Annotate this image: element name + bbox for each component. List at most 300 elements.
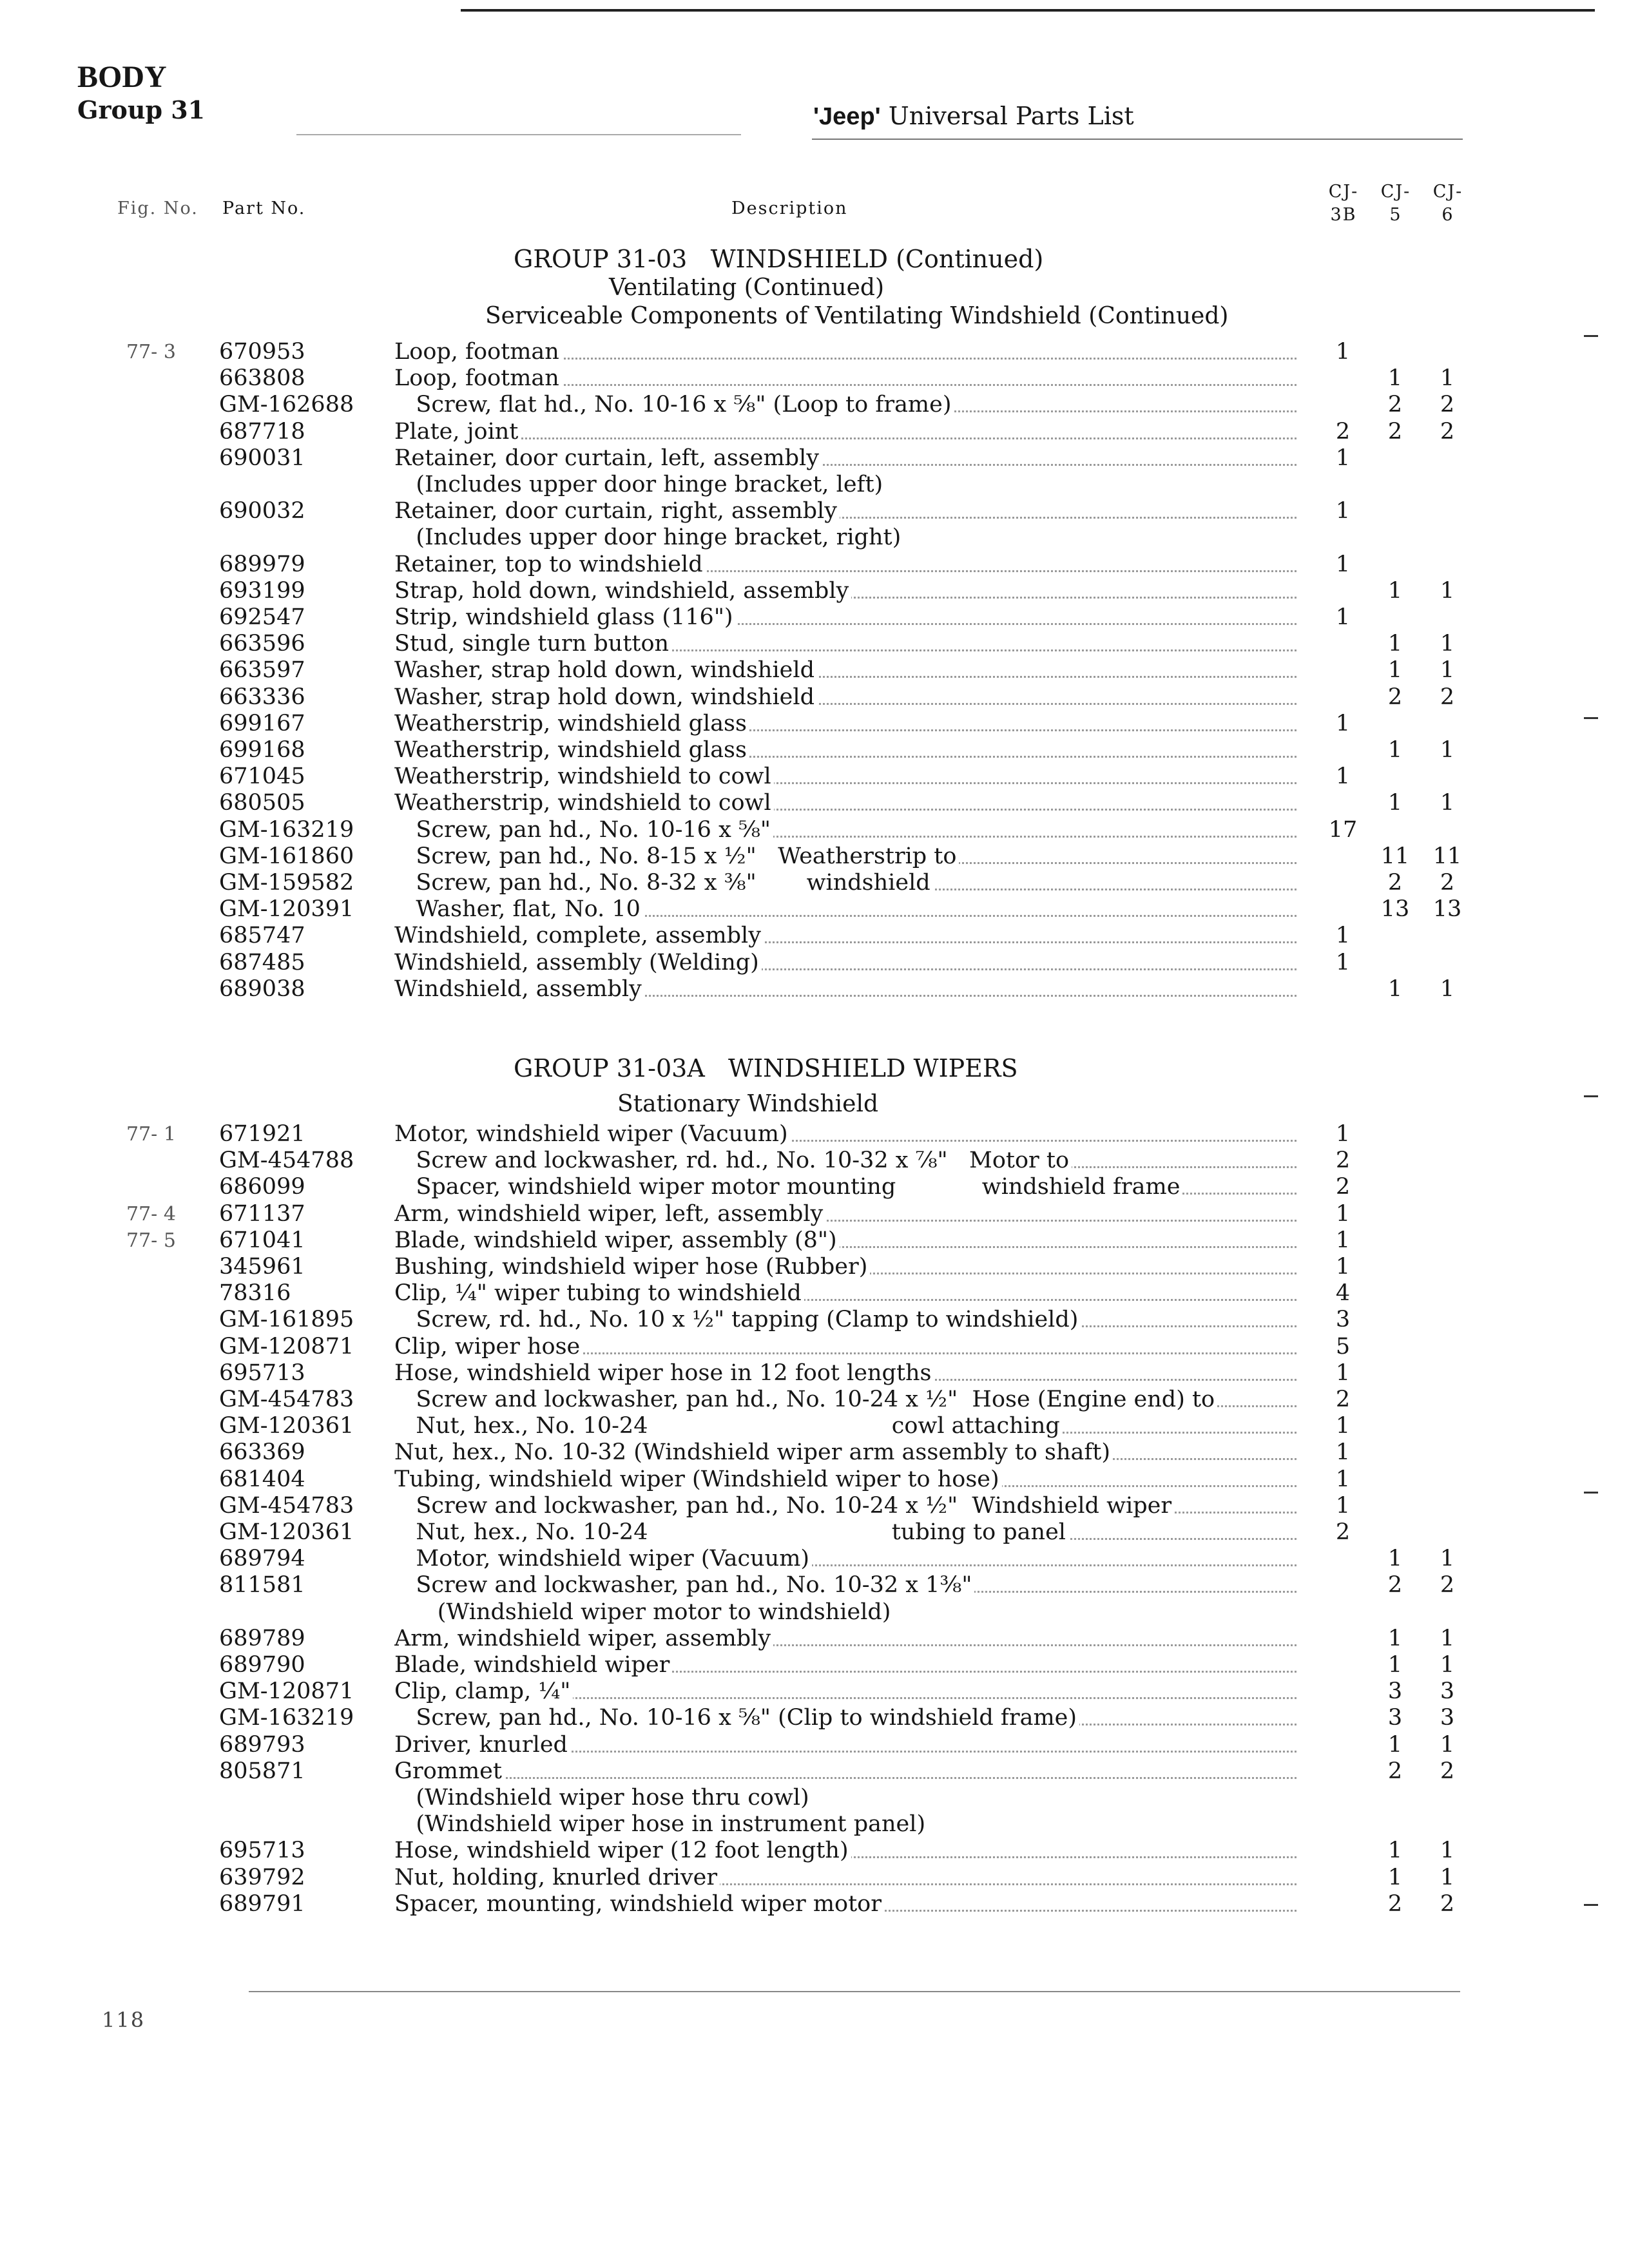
qty-cj5: 1 [1387, 365, 1403, 392]
table-row [0, 870, 1629, 896]
qty-cj5: 2 [1387, 1758, 1403, 1784]
part-number: 687718 [219, 418, 305, 445]
table-row [0, 604, 1629, 631]
part-number: GM-159582 [219, 870, 354, 896]
part-number: 680505 [219, 790, 305, 816]
qty-cj5: 1 [1387, 975, 1403, 1002]
part-description [394, 684, 1316, 711]
part-description-text: (Includes upper door hinge bracket, right) [394, 524, 903, 550]
section-subtitle: Ventilating (Continued) [609, 274, 884, 301]
qty-cj6: 1 [1440, 1652, 1455, 1678]
table-row [0, 711, 1629, 737]
table-row [0, 1626, 1629, 1652]
part-description-text: Nut, hex., No. 10-32 (Windshield wiper arm assembly to shaft) [394, 1439, 1113, 1465]
section-subtitle: Serviceable Components of Ventilating Windshield (Continued) [485, 303, 1229, 329]
part-number: 686099 [219, 1174, 305, 1200]
part-number: 663336 [219, 684, 305, 710]
part-description-text: Screw and lockwasher, pan hd., No. 10-24 x ½" Windshield wiper [394, 1493, 1174, 1519]
qty-cj5: 1 [1387, 1731, 1403, 1758]
qty-cj6: 13 [1432, 896, 1462, 923]
col-part-no: Part No. [222, 198, 306, 218]
part-number: 805871 [219, 1758, 305, 1784]
part-number: 689790 [219, 1652, 305, 1678]
part-number: 685747 [219, 923, 305, 949]
qty-cj3b: 2 [1335, 1519, 1351, 1545]
group-heading: Group 31 [77, 95, 206, 124]
part-description-text: Weatherstrip, windshield glass [394, 711, 749, 736]
qty-cj3b: 1 [1335, 1466, 1351, 1492]
qty-cj6: 2 [1440, 418, 1455, 445]
part-description [394, 896, 1316, 923]
qty-cj5: 1 [1387, 631, 1403, 657]
part-number: 693199 [219, 577, 305, 604]
part-description [394, 392, 1316, 418]
part-description [394, 419, 1316, 445]
qty-cj6: 2 [1440, 870, 1455, 896]
part-number: GM-161895 [219, 1307, 354, 1333]
part-description-text: Nut, hex., No. 10-24 cowl attaching [394, 1413, 1063, 1439]
page-number: 118 [102, 2008, 146, 2032]
qty-cj3b: 1 [1335, 604, 1351, 630]
table-row [0, 1705, 1629, 1731]
part-description [394, 657, 1316, 684]
part-description-text: Clip, ¼" wiper tubing to windshield [394, 1280, 804, 1306]
part-number: 671137 [219, 1200, 305, 1227]
part-description-text: Loop, footman [394, 365, 562, 391]
part-number: 670953 [219, 339, 305, 365]
qty-cj3b: 1 [1335, 1200, 1351, 1227]
part-description [394, 1626, 1316, 1652]
part-description-text: Screw, rd. hd., No. 10 x ½" tapping (Clamp to windshield) [394, 1307, 1081, 1332]
part-description [394, 604, 1316, 631]
part-description [394, 445, 1316, 472]
top-rule [461, 9, 1595, 12]
qty-cj6: 2 [1440, 1572, 1455, 1599]
table-row [0, 1387, 1629, 1413]
bottom-rule [249, 1991, 1460, 1992]
part-description-text: Motor, windshield wiper (Vacuum) [394, 1121, 791, 1147]
part-description [394, 1599, 1316, 1626]
part-description [394, 1732, 1316, 1758]
qty-cj3b: 1 [1335, 1413, 1351, 1439]
qty-cj3b: 1 [1335, 1492, 1351, 1519]
part-number: 663369 [219, 1439, 305, 1466]
part-description [394, 923, 1316, 949]
qty-cj3b: 1 [1335, 949, 1351, 975]
part-description [394, 764, 1316, 790]
part-description [394, 1227, 1316, 1254]
qty-cj5: 1 [1387, 657, 1403, 684]
part-description-text: Hose, windshield wiper hose in 12 foot lengths [394, 1360, 934, 1386]
part-description-text: Spacer, windshield wiper motor mounting windshield frame [394, 1174, 1182, 1200]
qty-cj3b: 17 [1328, 816, 1358, 843]
part-description-text: Bushing, windshield wiper hose (Rubber) [394, 1254, 870, 1280]
qty-cj5: 3 [1387, 1678, 1403, 1705]
part-number: GM-163219 [219, 1705, 354, 1731]
part-description [394, 1865, 1316, 1891]
part-description-text: Screw, pan hd., No. 10-16 x ⅝" [394, 817, 773, 843]
table-row [0, 817, 1629, 843]
part-description-text: Nut, holding, knurled driver [394, 1865, 720, 1890]
qty-cj3b: 1 [1335, 551, 1351, 577]
qty-cj6: 2 [1440, 1890, 1455, 1917]
qty-cj3b: 1 [1335, 710, 1351, 736]
section-subtitle: Stationary Windshield [617, 1091, 879, 1117]
part-description [394, 711, 1316, 737]
part-number: 690031 [219, 445, 305, 471]
table-row [0, 1493, 1629, 1519]
qty-cj3b: 1 [1335, 1439, 1351, 1466]
part-description-text: Arm, windshield wiper, assembly [394, 1626, 773, 1651]
table-row [0, 1121, 1629, 1148]
table-row [0, 737, 1629, 764]
part-description [394, 1705, 1316, 1731]
part-description-text: Motor, windshield wiper (Vacuum) [394, 1546, 812, 1571]
col-fig-no: Fig. No. [117, 198, 198, 218]
part-number: 692547 [219, 604, 305, 630]
qty-cj3b: 1 [1335, 445, 1351, 471]
part-number: 671921 [219, 1121, 305, 1147]
qty-cj5: 1 [1387, 790, 1403, 816]
part-description-text: Windshield, assembly [394, 976, 644, 1002]
part-description [394, 1891, 1316, 1917]
col-cj3b: CJ- 3B [1328, 182, 1359, 225]
part-description-text: (Windshield wiper hose thru cowl) [394, 1785, 812, 1811]
table-row [0, 1546, 1629, 1572]
part-description-text: Plate, joint [394, 419, 521, 445]
part-description [394, 472, 1316, 498]
table-row [0, 790, 1629, 816]
part-description-text: Screw, pan hd., No. 8-32 x ⅜" windshield [394, 870, 933, 896]
qty-cj3b: 1 [1335, 1254, 1351, 1280]
part-description [394, 1439, 1316, 1466]
part-description [394, 1360, 1316, 1387]
part-description-text: Screw and lockwasher, pan hd., No. 10-24 x ½" Hose (Engine end) to [394, 1387, 1217, 1412]
table-row [0, 445, 1629, 472]
table-row [0, 976, 1629, 1003]
fig-number: 77- 3 [126, 341, 176, 363]
part-number: 663596 [219, 631, 305, 657]
part-description [394, 578, 1316, 604]
part-description [394, 1201, 1316, 1227]
qty-cj3b: 1 [1335, 1227, 1351, 1253]
qty-cj5: 2 [1387, 1572, 1403, 1599]
header-rule-right [812, 139, 1463, 140]
table-row [0, 1811, 1629, 1838]
brand-name: 'Jeep' [813, 103, 881, 130]
header-rule-left [296, 134, 741, 135]
part-description [394, 737, 1316, 764]
part-description [394, 1280, 1316, 1307]
part-number: GM-120871 [219, 1333, 354, 1360]
part-description-text: Nut, hex., No. 10-24 tubing to panel [394, 1519, 1068, 1545]
part-description-text: Blade, windshield wiper, assembly (8") [394, 1227, 840, 1253]
table-row [0, 365, 1629, 392]
table-row [0, 1466, 1629, 1493]
qty-cj6: 1 [1440, 631, 1455, 657]
qty-cj3b: 1 [1335, 923, 1351, 949]
part-description [394, 552, 1316, 578]
part-description [394, 1652, 1316, 1678]
part-number: 681404 [219, 1466, 305, 1492]
qty-cj3b: 1 [1335, 1121, 1351, 1147]
qty-cj6: 1 [1440, 975, 1455, 1002]
part-number: 689038 [219, 975, 305, 1002]
table-row [0, 631, 1629, 657]
table-row [0, 1439, 1629, 1466]
part-number: 695713 [219, 1360, 305, 1386]
table-row [0, 392, 1629, 418]
qty-cj3b: 2 [1335, 418, 1351, 445]
qty-cj6: 1 [1440, 1731, 1455, 1758]
part-description-text: Washer, strap hold down, windshield [394, 684, 817, 710]
part-description-text: Clip, wiper hose [394, 1334, 583, 1360]
qty-cj6: 3 [1440, 1678, 1455, 1705]
part-description-text: Windshield, complete, assembly [394, 923, 764, 948]
part-number: 78316 [219, 1280, 291, 1307]
col-cj5: CJ- 5 [1380, 182, 1411, 225]
part-description [394, 1678, 1316, 1705]
part-description-text: (Windshield wiper motor to windshield) [394, 1599, 893, 1625]
part-number: GM-454788 [219, 1148, 354, 1174]
part-description [394, 1254, 1316, 1280]
part-description [394, 950, 1316, 976]
part-description [394, 1121, 1316, 1148]
qty-cj6: 2 [1440, 684, 1455, 710]
qty-cj3b: 1 [1335, 1360, 1351, 1386]
qty-cj6: 1 [1440, 1864, 1455, 1890]
part-number: 695713 [219, 1838, 305, 1864]
fig-number: 77- 4 [126, 1202, 176, 1225]
part-number: 699168 [219, 737, 305, 763]
qty-cj6: 1 [1440, 577, 1455, 604]
part-number: 663808 [219, 365, 305, 392]
fig-number: 77- 5 [126, 1229, 176, 1252]
qty-cj5: 3 [1387, 1705, 1403, 1731]
part-description-text: Windshield, assembly (Welding) [394, 950, 762, 975]
part-number: GM-163219 [219, 816, 354, 843]
part-description-text: Weatherstrip, windshield to cowl [394, 764, 774, 789]
part-number: 811581 [219, 1572, 305, 1599]
part-description-text: Driver, knurled [394, 1732, 570, 1758]
table-row [0, 1174, 1629, 1200]
part-description-text: Weatherstrip, windshield to cowl [394, 790, 774, 816]
part-description-text: Blade, windshield wiper [394, 1652, 672, 1678]
part-description-text: Retainer, door curtain, left, assembly [394, 445, 822, 471]
part-number: 671041 [219, 1227, 305, 1253]
qty-cj5: 1 [1387, 737, 1403, 763]
part-description-text: Tubing, windshield wiper (Windshield wiper to hose) [394, 1466, 1002, 1492]
table-row [0, 552, 1629, 578]
qty-cj5: 1 [1387, 1652, 1403, 1678]
table-row [0, 657, 1629, 684]
table-row [0, 1227, 1629, 1254]
part-description [394, 631, 1316, 657]
qty-cj6: 1 [1440, 365, 1455, 392]
qty-cj6: 1 [1440, 790, 1455, 816]
table-row [0, 1254, 1629, 1280]
qty-cj5: 2 [1387, 870, 1403, 896]
part-description-text: Screw and lockwasher, rd. hd., No. 10-32 x ⅞" Motor to [394, 1148, 1072, 1173]
qty-cj6: 11 [1432, 843, 1462, 869]
qty-cj5: 1 [1387, 1625, 1403, 1651]
qty-cj3b: 2 [1335, 1174, 1351, 1200]
part-description-text: Screw, pan hd., No. 10-16 x ⅝" (Clip to windshield frame) [394, 1705, 1079, 1731]
part-description-text: Hose, windshield wiper (12 foot length) [394, 1838, 851, 1863]
table-row [0, 1652, 1629, 1678]
part-number: 345961 [219, 1254, 305, 1280]
table-row [0, 1758, 1629, 1785]
part-number: GM-120361 [219, 1519, 354, 1545]
qty-cj6: 1 [1440, 737, 1455, 763]
table-row [0, 524, 1629, 551]
margin-tick [1584, 335, 1598, 337]
qty-cj5: 1 [1387, 577, 1403, 604]
col-cj6: CJ- 6 [1432, 182, 1463, 225]
part-description-text: Spacer, mounting, windshield wiper motor [394, 1891, 884, 1917]
part-number: GM-120361 [219, 1413, 354, 1439]
table-row [0, 472, 1629, 498]
qty-cj6: 3 [1440, 1705, 1455, 1731]
qty-cj5: 1 [1387, 1838, 1403, 1864]
part-description [394, 1838, 1316, 1864]
qty-cj5: 2 [1387, 392, 1403, 418]
table-row [0, 1148, 1629, 1174]
part-number: GM-162688 [219, 392, 354, 418]
table-row [0, 1201, 1629, 1227]
part-description-text: Strip, windshield glass (116") [394, 604, 736, 630]
qty-cj6: 2 [1440, 1758, 1455, 1784]
part-number: GM-454783 [219, 1387, 354, 1412]
table-row [0, 1280, 1629, 1307]
part-number: 699167 [219, 710, 305, 736]
table-row [0, 1334, 1629, 1360]
qty-cj3b: 1 [1335, 498, 1351, 524]
part-number: GM-161860 [219, 843, 354, 869]
part-description-text: Loop, footman [394, 339, 562, 365]
qty-cj5: 1 [1387, 1864, 1403, 1890]
part-description [394, 1307, 1316, 1333]
part-number: 671045 [219, 764, 305, 790]
part-description-text: Retainer, top to windshield [394, 552, 706, 577]
table-row [0, 1678, 1629, 1705]
part-description [394, 1334, 1316, 1360]
part-description [394, 1387, 1316, 1413]
table-row [0, 1413, 1629, 1439]
qty-cj3b: 1 [1335, 764, 1351, 790]
part-description [394, 790, 1316, 816]
part-description [394, 817, 1316, 843]
part-description-text: Clip, clamp, ¼" [394, 1678, 573, 1704]
part-number: 689793 [219, 1731, 305, 1758]
part-description-text: Washer, strap hold down, windshield [394, 657, 817, 683]
part-description-text: (Includes upper door hinge bracket, left) [394, 472, 885, 497]
table-row [0, 1891, 1629, 1917]
qty-cj5: 11 [1380, 843, 1410, 869]
part-description-text: Stud, single turn button [394, 631, 671, 657]
part-description-text: Strap, hold down, windshield, assembly [394, 578, 851, 604]
part-description [394, 1466, 1316, 1493]
table-row [0, 1732, 1629, 1758]
table-row [0, 419, 1629, 445]
section-title: GROUP 31-03 WINDSHIELD (Continued) [514, 245, 1044, 273]
part-description [394, 870, 1316, 896]
part-number: 639792 [219, 1864, 305, 1890]
part-description [394, 524, 1316, 551]
qty-cj5: 2 [1387, 684, 1403, 710]
part-description [394, 1174, 1316, 1200]
part-description [394, 1413, 1316, 1439]
table-row [0, 339, 1629, 365]
table-row [0, 498, 1629, 524]
table-row [0, 950, 1629, 976]
part-description [394, 976, 1316, 1003]
qty-cj3b: 2 [1335, 1148, 1351, 1174]
table-row [0, 684, 1629, 711]
part-description-text: Screw, pan hd., No. 8-15 x ½" Weatherstrip to [394, 843, 959, 869]
table-row [0, 764, 1629, 790]
table-row [0, 1307, 1629, 1333]
part-description [394, 365, 1316, 392]
fig-number: 77- 1 [126, 1123, 176, 1146]
qty-cj5: 2 [1387, 418, 1403, 445]
part-description-text: Arm, windshield wiper, left, assembly [394, 1201, 825, 1227]
qty-cj6: 1 [1440, 657, 1455, 684]
part-number: GM-120391 [219, 896, 354, 923]
part-description [394, 498, 1316, 524]
part-description [394, 1758, 1316, 1785]
part-number: 689979 [219, 551, 305, 577]
part-description [394, 1493, 1316, 1519]
table-row [0, 578, 1629, 604]
part-description-text: Screw and lockwasher, pan hd., No. 10-32 x 1⅜" [394, 1572, 974, 1598]
qty-cj3b: 1 [1335, 339, 1351, 365]
part-description [394, 1811, 1316, 1838]
qty-cj6: 1 [1440, 1838, 1455, 1864]
running-title [813, 102, 1134, 131]
part-description [394, 1148, 1316, 1174]
part-description-text: Weatherstrip, windshield glass [394, 737, 749, 763]
table-row [0, 1785, 1629, 1811]
col-description: Description [731, 198, 848, 218]
part-description [394, 843, 1316, 870]
section-title: GROUP 31-03A WINDSHIELD WIPERS [514, 1054, 1018, 1082]
table-row [0, 1519, 1629, 1546]
qty-cj3b: 4 [1335, 1280, 1351, 1307]
part-number: GM-120871 [219, 1678, 354, 1705]
part-description [394, 1572, 1316, 1599]
table-row [0, 843, 1629, 870]
part-description-text: Grommet [394, 1758, 505, 1784]
part-description [394, 1546, 1316, 1572]
qty-cj5: 13 [1380, 896, 1410, 923]
part-description [394, 1785, 1316, 1811]
qty-cj3b: 2 [1335, 1387, 1351, 1412]
table-row [0, 1599, 1629, 1626]
qty-cj3b: 5 [1335, 1333, 1351, 1360]
list-title: Universal Parts List [888, 102, 1134, 130]
part-description [394, 1519, 1316, 1546]
part-description-text: Retainer, door curtain, right, assembly [394, 498, 840, 524]
qty-cj6: 1 [1440, 1546, 1455, 1572]
section-heading: BODY [77, 60, 167, 94]
qty-cj6: 2 [1440, 392, 1455, 418]
part-number: 689794 [219, 1546, 305, 1572]
qty-cj5: 1 [1387, 1546, 1403, 1572]
part-description-text: (Windshield wiper hose in instrument panel) [394, 1811, 928, 1837]
part-number: GM-454783 [219, 1492, 354, 1519]
qty-cj3b: 3 [1335, 1307, 1351, 1333]
